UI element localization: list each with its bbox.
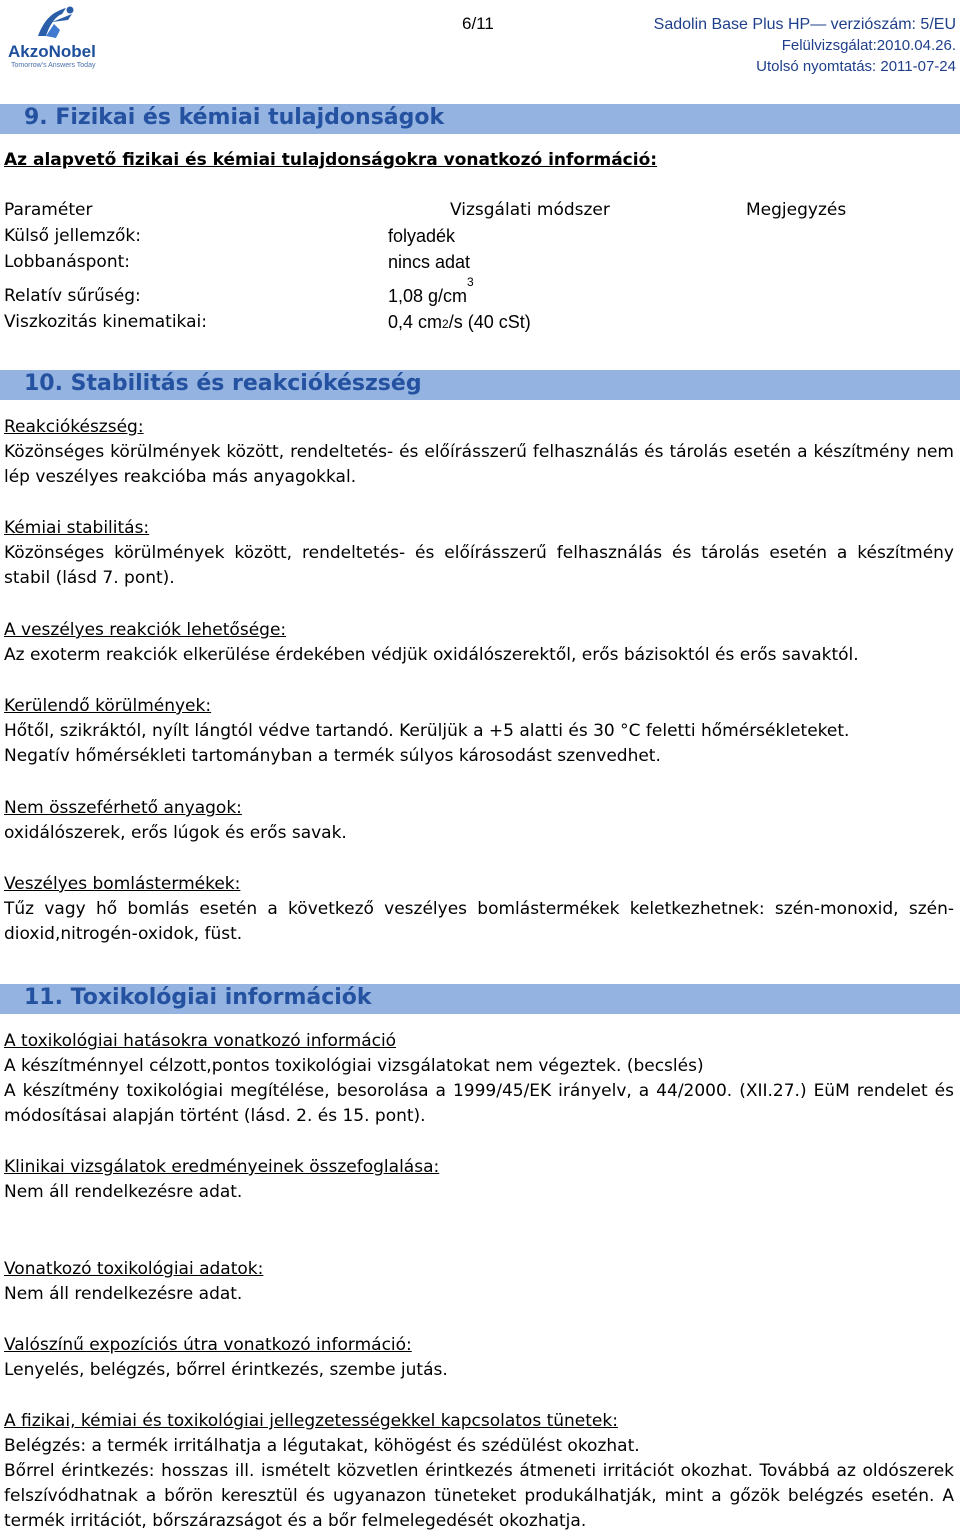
- exposure-text: Lenyelés, belégzés, bőrrel érintkezés, szembe jutás.: [4, 1360, 448, 1380]
- stability-heading: Kémiai stabilitás:: [4, 518, 150, 538]
- avoid-text-line: Negatív hőmérsékleti tartományban a termék súlyos károsodást szenvedhet.: [4, 746, 661, 766]
- viscosity-value: 0,4 cm: [388, 312, 443, 332]
- clinical-text: Nem áll rendelkezésre adat.: [4, 1182, 243, 1202]
- exposure-heading: Valószínű expozíciós útra vonatkozó információ:: [4, 1335, 412, 1355]
- avoid-text-line: Hőtől, szikráktól, nyílt lángtól védve tartandó. Kerüljük a +5 alatti és 30 °C feletti hőmérsékleteket.: [4, 721, 850, 741]
- print-date: Utolsó nyomtatás: 2011-07-24: [756, 58, 956, 75]
- col-method: Vizsgálati módszer: [450, 200, 610, 220]
- product-version: Sadolin Base Plus HP— verziószám: 5/EU: [653, 16, 956, 33]
- viscosity-subscript: 2: [442, 317, 449, 331]
- section-9-title: 9. Fizikai és kémiai tulajdonságok: [24, 105, 445, 130]
- tox-heading: A toxikológiai hatásokra vonatkozó információ: [4, 1031, 397, 1051]
- density-value: 1,08 g/cm: [388, 286, 468, 306]
- section-9-subtitle: Az alapvető fizikai és kémiai tulajdonságokra vonatkozó információ:: [4, 150, 658, 170]
- revision-date: Felülvizsgálat:2010.04.26.: [781, 37, 956, 54]
- property-label: Külső jellemzők:: [4, 226, 142, 246]
- incompatible-text: oxidálószerek, erős lúgok és erős savak.: [4, 823, 347, 843]
- tox-text-line: A készítménnyel célzott,pontos toxikológiai vizsgálatokat nem végeztek. (becslés): [4, 1056, 704, 1076]
- property-value: [388, 275, 474, 307]
- property-value: nincs adat: [388, 252, 471, 272]
- clinical-heading: Klinikai vizsgálatok eredményeinek összefoglalása:: [4, 1157, 440, 1177]
- reactivity-text: Közönséges körülmények között, rendeltetés- és előírásszerű felhasználás és tárolás esetén a készítmény nem lép veszélyes reakcióba más anyagokkal.: [4, 442, 954, 487]
- density-exponent: 3: [467, 275, 474, 289]
- section-11-title: 11. Toxikológiai információk: [24, 985, 372, 1010]
- reactivity-heading: Reakciókészség:: [4, 417, 144, 437]
- akzonobel-logo: [8, 6, 108, 68]
- property-value: [388, 312, 531, 333]
- viscosity-unit: /s (40 cSt): [448, 312, 531, 332]
- decomposition-heading: Veszélyes bomlástermékek:: [4, 874, 241, 894]
- logo-figure-icon: [32, 6, 78, 40]
- section-9-bar: [0, 104, 960, 134]
- document-info: [654, 14, 956, 77]
- hazard-heading: A veszélyes reakciók lehetősége:: [4, 620, 287, 640]
- tox-text: A készítmény toxikológiai megítélése, besorolása a 1999/45/EK irányelv, a 44/2000. (XII.27.) EüM rendelet és módosításai alapján történt (lásd. 2. és 15. pont).: [4, 1081, 954, 1126]
- logo-text: AkzoNobel: [8, 42, 96, 61]
- section-11-bar: [0, 984, 960, 1014]
- property-label: Lobbanáspont:: [4, 252, 130, 272]
- stability-text: Közönséges körülmények között, rendeltetés- és előírásszerű felhasználás és tárolás esetén a készítmény stabil (lásd 7. pont).: [4, 543, 954, 588]
- section-10-bar: [0, 370, 960, 400]
- col-parameter: Paraméter: [4, 200, 93, 220]
- page-number: 6/11: [462, 14, 494, 33]
- section-10-title: 10. Stabilitás és reakciókészség: [24, 371, 422, 396]
- decomposition-text: Tűz vagy hő bomlás esetén a következő veszélyes bomlástermékek keletkezhetnek: szén-monoxid, szén-dioxid,nitrogén-oxidok, füst.: [4, 899, 954, 944]
- symptoms-heading: A fizikai, kémiai és toxikológiai jellegzetességekkel kapcsolatos tünetek:: [4, 1411, 618, 1431]
- related-tox-heading: Vonatkozó toxikológiai adatok:: [4, 1259, 264, 1279]
- related-tox-text: Nem áll rendelkezésre adat.: [4, 1284, 243, 1304]
- avoid-heading: Kerülendő körülmények:: [4, 696, 212, 716]
- symptoms-text-line: Belégzés: a termék irritálhatja a légutakat, köhögést és szédülést okozhat.: [4, 1436, 640, 1456]
- incompatible-heading: Nem összeférhető anyagok:: [4, 798, 242, 818]
- logo-tagline: Tomorrow's Answers Today: [11, 62, 96, 69]
- property-label: Viszkozitás kinematikai:: [4, 312, 207, 332]
- hazard-text: Az exoterm reakciók elkerülése érdekében védjük oxidálószerektől, erős bázisoktól és erős savaktól.: [4, 645, 859, 665]
- property-value: folyadék: [388, 226, 456, 246]
- property-label: Relatív sűrűség:: [4, 286, 141, 306]
- col-note: Megjegyzés: [746, 200, 847, 220]
- symptoms-text: Bőrrel érintkezés: hosszas ill. ismételt közvetlen érintkezés átmeneti irritációt okozhat. Továbbá az oldószerek felszívódhatnak a bőrön keresztül és ugyanazon tüneteket produkálhatják, mint a gőzök belégzés esetén. A termék irritációt, bőrszárazságot és a bőr felmelegedését okozhatja.: [4, 1461, 954, 1531]
